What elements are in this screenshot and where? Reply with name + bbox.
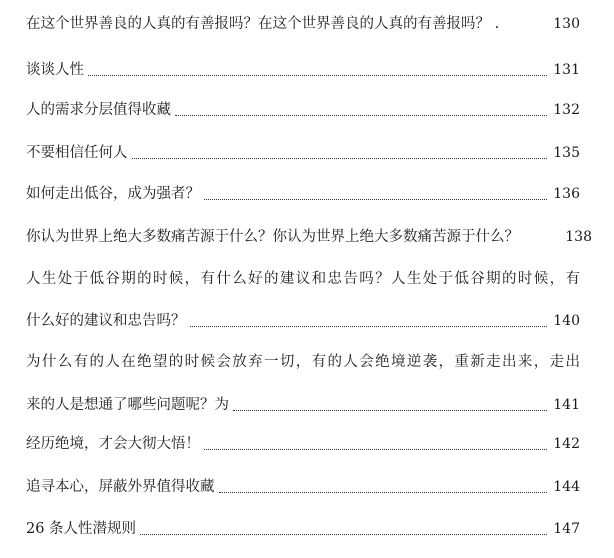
toc-entry-title: 人生处于低谷期的时候，有什么好的建议和忠告吗？人生处于低谷期的时候，有 [26,271,580,287]
toc-entry-wrap-line[interactable] [26,348,580,372]
dot-leader [132,158,548,159]
dot-leader [190,326,548,327]
toc-entry-page: 147 [553,521,580,537]
toc-entry[interactable] [26,10,580,34]
toc-entry-page: 131 [553,62,580,78]
dot-leader [140,534,547,535]
toc-entry[interactable] [26,223,592,247]
toc-entry[interactable] [26,307,580,331]
toc-entry[interactable] [26,180,580,204]
toc-entry-page: 132 [553,102,580,118]
dot-leader [204,199,547,200]
dot-leader [233,410,547,411]
toc-entry[interactable] [26,56,580,80]
toc-entry-title: 在这个世界善良的人真的有善报吗？在这个世界善良的人真的有善报吗？ . [26,16,500,32]
dot-leader [88,75,547,76]
toc-entry-title: 如何走出低谷，成为强者？ [26,186,200,202]
toc-entry-page: 138 [565,229,592,245]
toc-entry-title: 什么好的建议和忠告吗？ [26,313,186,329]
toc-entry-title: 不要相信任何人 [26,145,128,161]
toc-entry-page: 141 [553,397,580,413]
dot-leader [175,115,547,116]
toc-entry-title: 经历绝境，才会大彻大悟！ [26,436,200,452]
toc-entry-title: 你认为世界上绝大多数痛苦源于什么？你认为世界上绝大多数痛苦源于什么？ [26,229,519,245]
toc-entry[interactable] [26,473,580,497]
dot-leader [219,492,548,493]
toc-entry-page: 135 [553,145,580,161]
toc-entry-title: 为什么有的人在绝望的时候会放弃一切，有的人会绝境逆袭，重新走出来，走出 [26,354,580,370]
toc-entry-page: 144 [553,479,580,495]
toc-entry[interactable] [26,139,580,163]
toc-entry-wrap-line[interactable] [26,265,580,289]
toc-entry[interactable] [26,515,580,539]
toc-entry-page: 140 [553,313,580,329]
toc-entry-title: 人的需求分层值得收藏 [26,102,171,118]
dot-leader [204,449,547,450]
toc-entry-title: 追寻本心，屏蔽外界值得收藏 [26,479,215,495]
toc-entry[interactable] [26,96,580,120]
toc-entry-title: 来的人是想通了哪些问题呢？为 [26,397,229,413]
toc-entry-page: 136 [553,186,580,202]
toc-entry-title: 谈谈人性 [26,62,84,78]
toc-entry-title: 26 条人性潜规则 [26,521,137,537]
toc-entry[interactable] [26,430,580,454]
toc-entry-page: 142 [553,436,580,452]
toc-entry[interactable] [26,391,580,415]
toc-entry-page: 130 [553,16,580,32]
